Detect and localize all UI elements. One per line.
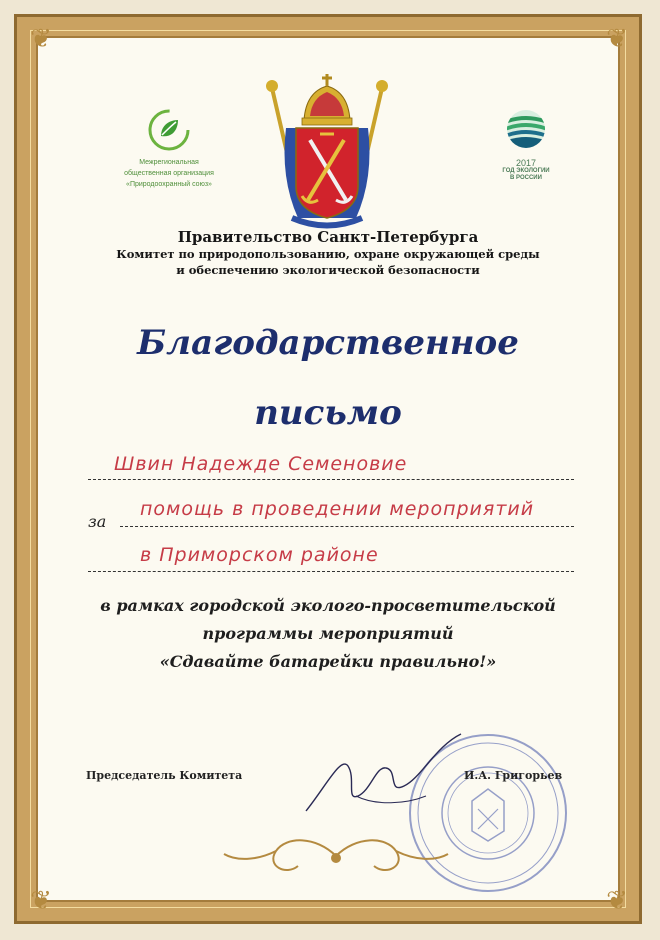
- signer-name: И.А. Григорьев: [464, 769, 563, 782]
- certificate-body: [36, 592, 620, 676]
- reason-line: [120, 526, 574, 527]
- ecology-caption: В РОССИИ: [510, 175, 542, 181]
- reason-line-2: [88, 571, 574, 572]
- body-line: «Сдавайте батарейки правильно!»: [159, 652, 497, 671]
- recipient-name: Швин Надежде Семеновие: [114, 453, 408, 475]
- left-org-line: общественная организация: [124, 170, 214, 177]
- za-label: за: [88, 512, 107, 531]
- ecology-caption: ГОД ЭКОЛОГИИ: [502, 168, 550, 174]
- body-line: программы мероприятий: [202, 624, 454, 643]
- leaf-circle-icon: [147, 108, 191, 152]
- certificate-content: [36, 36, 620, 902]
- handwritten-signature-icon: [286, 726, 486, 836]
- corner-ornament-icon: ❦: [606, 24, 628, 54]
- left-org-line: «Природоохранный союз»: [126, 181, 212, 188]
- corner-ornament-icon: ❦: [606, 886, 628, 916]
- reason-text-2: в Приморском районе: [140, 544, 379, 566]
- committee-line: и обеспечению экологической безопасности: [176, 263, 480, 277]
- government-name: Правительство Санкт-Петербурга: [177, 228, 479, 246]
- bottom-ornament-icon: [216, 826, 456, 886]
- year-label: 2017: [515, 158, 537, 168]
- ecology-year-logo: [496, 108, 556, 182]
- reason-text: помощь в проведении мероприятий: [140, 498, 535, 520]
- government-header: [36, 228, 620, 278]
- ecology-globe-icon: [505, 108, 547, 150]
- signer-position: Председатель Комитета: [86, 769, 243, 782]
- name-line: [88, 479, 574, 480]
- title-line: письмо: [254, 393, 402, 433]
- corner-ornament-icon: ❦: [30, 24, 52, 54]
- nature-union-logo: [104, 108, 234, 189]
- title-line: Благодарственное: [137, 323, 519, 363]
- body-line: в рамках городской эколого-просветительской: [100, 596, 556, 615]
- coat-of-arms-icon: [262, 68, 392, 233]
- left-org-line: Межрегиональная: [139, 159, 199, 166]
- committee-line: Комитет по природопользованию, охране окружающей среды: [116, 247, 540, 261]
- certificate-title: [36, 308, 620, 448]
- corner-ornament-icon: ❦: [30, 886, 52, 916]
